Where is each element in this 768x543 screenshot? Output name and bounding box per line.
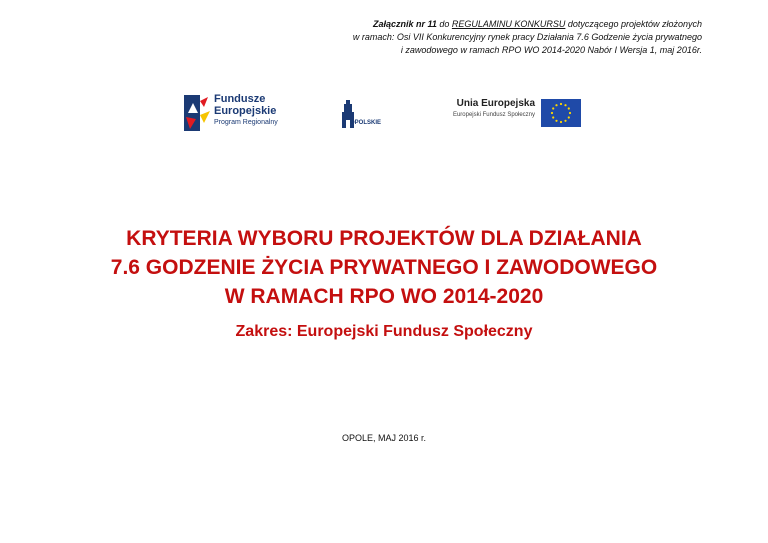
logo-bar bbox=[0, 0, 768, 140]
eu-flag bbox=[541, 99, 581, 127]
ue-subtitle: Europejski Fundusz Społeczny bbox=[452, 112, 535, 118]
regulation-link: REGULAMINU KONKURSU bbox=[451, 19, 566, 29]
fundusze-subtitle: Program Regionalny bbox=[214, 119, 278, 126]
document-subtitle: Zakres: Europejski Fundusz Społeczny bbox=[235, 323, 533, 340]
attachment-note-line3: i zawodowego w ramach RPO WO 2014-2020 Nabór I Wersja 1, maj 2016r. bbox=[400, 45, 702, 55]
eu-flag-icon bbox=[541, 99, 581, 127]
attachment-to: do bbox=[439, 19, 450, 29]
title-line1: KRYTERIA WYBORU PROJEKTÓW DLA DZIAŁANIA bbox=[126, 227, 642, 250]
attachment-note-line2: w ramach: Osi VII Konkurencyjny rynek pracy Działania 7.6 Godzenie życia prywatnego bbox=[352, 32, 702, 42]
fundusze-europejskie-star-icon bbox=[184, 95, 210, 131]
fundusze-title-line2: Europejskie bbox=[214, 105, 277, 117]
attachment-label: Załącznik nr bbox=[372, 19, 425, 29]
ue-title: Unia Europejska bbox=[456, 98, 535, 109]
opolskie-logo bbox=[336, 100, 388, 130]
title-line3: W RAMACH RPO WO 2014-2020 bbox=[224, 285, 544, 308]
fundusze-europejskie-logo bbox=[184, 93, 294, 133]
fundusze-title-line1: Fundusze bbox=[214, 93, 266, 105]
document-title bbox=[0, 224, 768, 311]
place-date: OPOLE, MAJ 2016 r. bbox=[341, 433, 427, 443]
title-line2: 7.6 GODZENIE ŻYCIA PRYWATNEGO I ZAWODOWEGO bbox=[110, 256, 658, 279]
attachment-number: 11 bbox=[427, 19, 437, 29]
unia-europejska-logo bbox=[440, 96, 585, 130]
attachment-rest: dotyczącego projektów złożonych bbox=[567, 19, 702, 29]
opolskie-text: OPOLSKIE bbox=[350, 120, 382, 126]
